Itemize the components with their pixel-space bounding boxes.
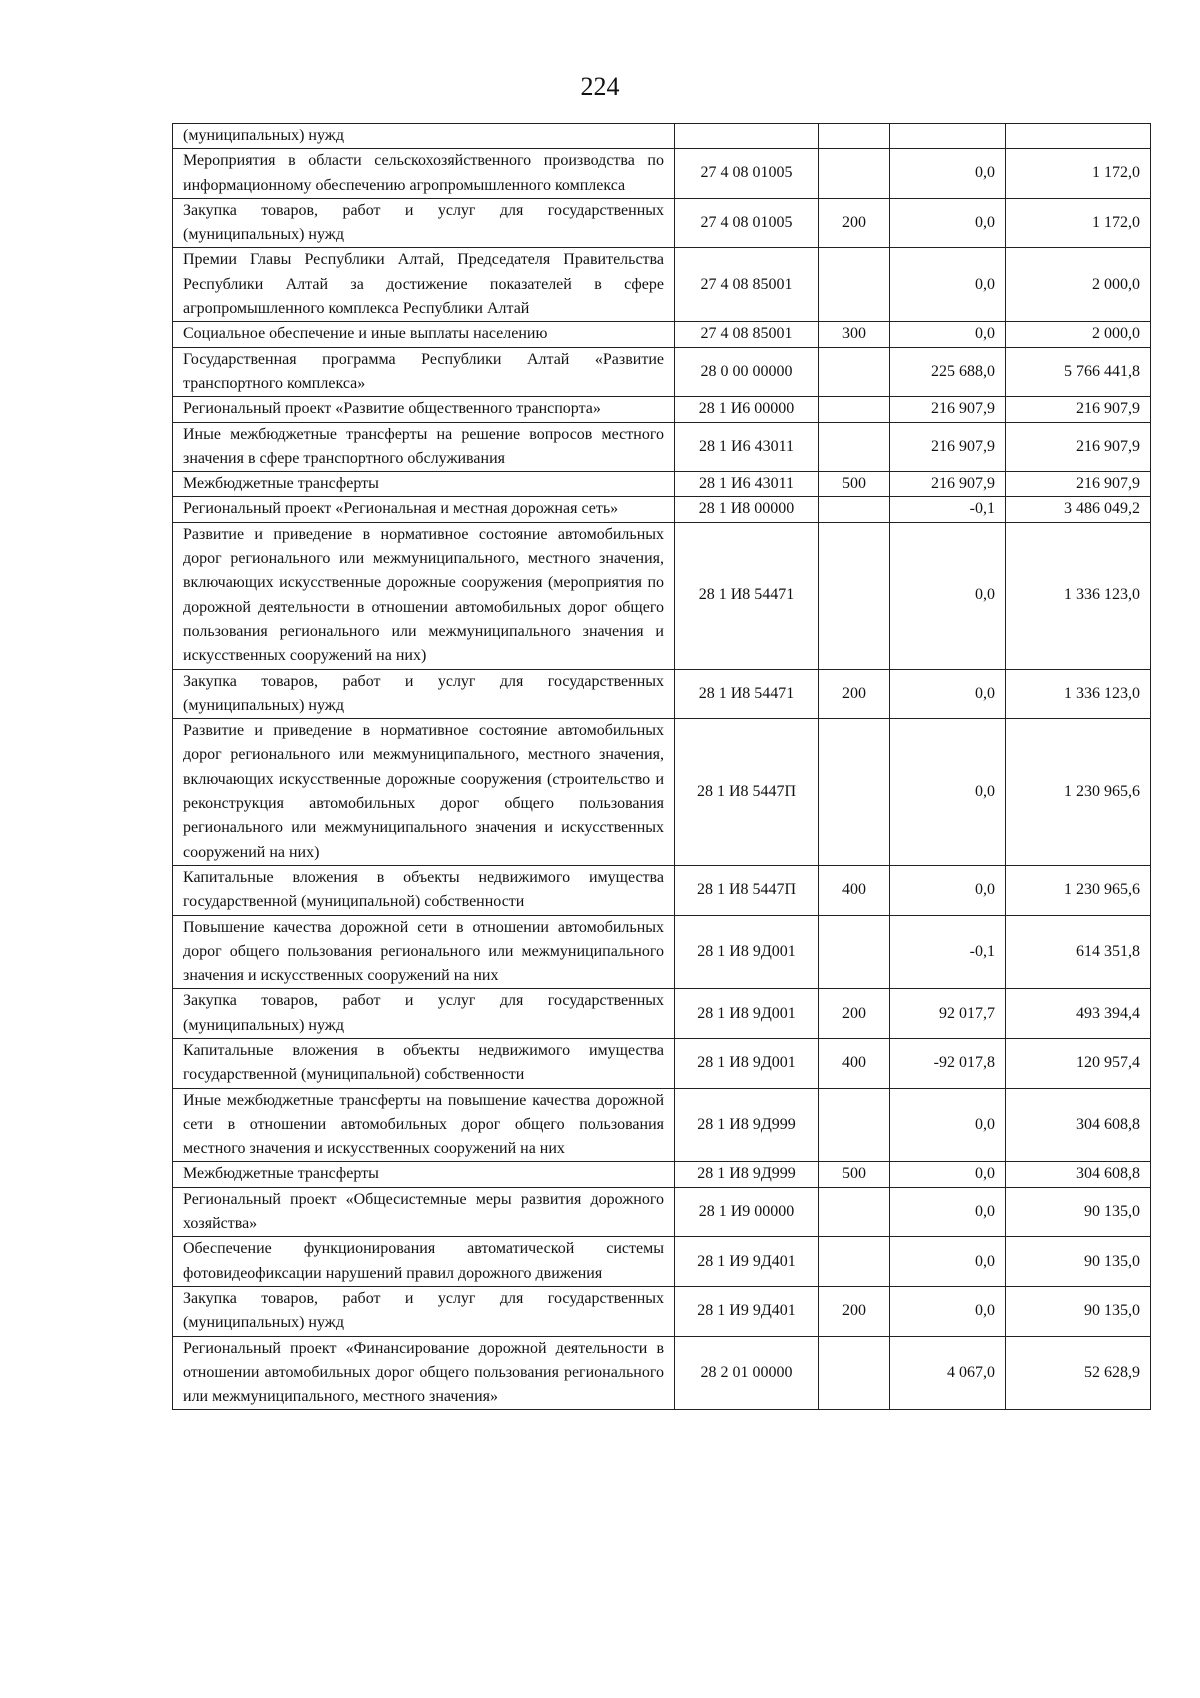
target-article-code-cell: 28 1 И9 9Д401	[675, 1286, 819, 1336]
table-row	[173, 915, 1151, 989]
item-name-cell: Капитальные вложения в объекты недвижимого имущества государственной (муниципальной) собственности	[173, 865, 675, 915]
expense-type-cell	[819, 522, 890, 669]
table-row	[173, 1286, 1151, 1336]
amount-change-cell: -0,1	[890, 915, 1006, 989]
table-row	[173, 198, 1151, 248]
amount-total-cell: 1 336 123,0	[1006, 669, 1151, 719]
amount-change-cell: 0,0	[890, 669, 1006, 719]
amount-change-cell: 216 907,9	[890, 472, 1006, 497]
page-number: 224	[580, 72, 620, 101]
amount-change-cell: 92 017,7	[890, 989, 1006, 1039]
item-name-cell: Региональный проект «Общесистемные меры развития дорожного хозяйства»	[173, 1187, 675, 1237]
expense-type-cell: 400	[819, 865, 890, 915]
target-article-code-cell: 27 4 08 01005	[675, 198, 819, 248]
table-row	[173, 472, 1151, 497]
expense-type-cell	[819, 149, 890, 199]
expense-type-cell	[819, 124, 890, 149]
amount-change-cell: 0,0	[890, 719, 1006, 866]
table-row	[173, 1237, 1151, 1287]
target-article-code-cell: 28 1 И9 00000	[675, 1187, 819, 1237]
target-article-code-cell: 28 2 01 00000	[675, 1336, 819, 1410]
amount-total-cell: 216 907,9	[1006, 422, 1151, 472]
expense-type-cell	[819, 1336, 890, 1410]
amount-total-cell: 1 172,0	[1006, 198, 1151, 248]
target-article-code-cell: 28 1 И6 00000	[675, 397, 819, 422]
expense-type-cell: 500	[819, 1162, 890, 1187]
table-row	[173, 865, 1151, 915]
amount-total-cell: 90 135,0	[1006, 1286, 1151, 1336]
item-name-cell: Капитальные вложения в объекты недвижимого имущества государственной (муниципальной) собственности	[173, 1038, 675, 1088]
target-article-code-cell: 28 1 И8 54471	[675, 669, 819, 719]
target-article-code-cell: 28 1 И8 9Д999	[675, 1088, 819, 1162]
target-article-code-cell: 28 1 И8 00000	[675, 497, 819, 522]
item-name-cell: Региональный проект «Финансирование дорожной деятельности в отношении автомобильных дорог общего пользования регионального или межмуниципального, местного значения»	[173, 1336, 675, 1410]
target-article-code-cell: 28 1 И8 54471	[675, 522, 819, 669]
expense-type-cell	[819, 1237, 890, 1287]
expense-type-cell: 500	[819, 472, 890, 497]
item-name-cell: Региональный проект «Региональная и местная дорожная сеть»	[173, 497, 675, 522]
expense-type-cell	[819, 1187, 890, 1237]
amount-total-cell: 2 000,0	[1006, 248, 1151, 322]
budget-table	[172, 123, 1151, 1410]
expense-type-cell	[819, 347, 890, 397]
table-row	[173, 124, 1151, 149]
target-article-code-cell: 28 1 И8 5447П	[675, 719, 819, 866]
amount-change-cell: 0,0	[890, 1237, 1006, 1287]
target-article-code-cell: 28 1 И8 9Д001	[675, 915, 819, 989]
item-name-cell: Закупка товаров, работ и услуг для государственных (муниципальных) нужд	[173, 198, 675, 248]
expense-type-cell	[819, 422, 890, 472]
amount-change-cell: 0,0	[890, 1286, 1006, 1336]
target-article-code-cell: 28 1 И6 43011	[675, 472, 819, 497]
target-article-code-cell: 28 1 И8 5447П	[675, 865, 819, 915]
item-name-cell: Региональный проект «Развитие общественного транспорта»	[173, 397, 675, 422]
table-row	[173, 347, 1151, 397]
target-article-code-cell: 27 4 08 01005	[675, 149, 819, 199]
target-article-code-cell: 28 0 00 00000	[675, 347, 819, 397]
amount-change-cell: 0,0	[890, 198, 1006, 248]
item-name-cell: Закупка товаров, работ и услуг для государственных (муниципальных) нужд	[173, 989, 675, 1039]
budget-table-body	[173, 124, 1151, 1410]
expense-type-cell: 200	[819, 989, 890, 1039]
table-row	[173, 322, 1151, 347]
item-name-cell: Обеспечение функционирования автоматической системы фотовидеофиксации нарушений правил дорожного движения	[173, 1237, 675, 1287]
target-article-code-cell: 28 1 И8 9Д001	[675, 989, 819, 1039]
item-name-cell: Социальное обеспечение и иные выплаты населению	[173, 322, 675, 347]
amount-total-cell: 5 766 441,8	[1006, 347, 1151, 397]
amount-change-cell: 0,0	[890, 1162, 1006, 1187]
table-row	[173, 248, 1151, 322]
table-row	[173, 522, 1151, 669]
table-row	[173, 1187, 1151, 1237]
amount-change-cell: -0,1	[890, 497, 1006, 522]
amount-change-cell: 0,0	[890, 1088, 1006, 1162]
expense-type-cell	[819, 397, 890, 422]
target-article-code-cell: 28 1 И8 9Д001	[675, 1038, 819, 1088]
target-article-code-cell	[675, 124, 819, 149]
table-row	[173, 497, 1151, 522]
target-article-code-cell: 28 1 И6 43011	[675, 422, 819, 472]
table-row	[173, 1088, 1151, 1162]
item-name-cell: Развитие и приведение в нормативное состояние автомобильных дорог регионального или межмуниципального, местного значения, включающих искусственные дорожные сооружения (строительство и реконструкция автомобильных дорог общего пользования регионального или межмуниципального значения и искусственных сооружений на них)	[173, 719, 675, 866]
amount-change-cell: 0,0	[890, 149, 1006, 199]
item-name-cell: Иные межбюджетные трансферты на решение вопросов местного значения в сфере транспортного обслуживания	[173, 422, 675, 472]
expense-type-cell: 200	[819, 1286, 890, 1336]
amount-total-cell: 493 394,4	[1006, 989, 1151, 1039]
expense-type-cell	[819, 248, 890, 322]
expense-type-cell: 200	[819, 198, 890, 248]
item-name-cell: Премии Главы Республики Алтай, Председателя Правительства Республики Алтай за достижение показателей в сфере агропромышленного комплекса Республики Алтай	[173, 248, 675, 322]
item-name-cell: Закупка товаров, работ и услуг для государственных (муниципальных) нужд	[173, 1286, 675, 1336]
target-article-code-cell: 28 1 И9 9Д401	[675, 1237, 819, 1287]
expense-type-cell	[819, 497, 890, 522]
amount-change-cell: 0,0	[890, 322, 1006, 347]
item-name-cell: Иные межбюджетные трансферты на повышение качества дорожной сети в отношении автомобильных дорог общего пользования местного значения и искусственных сооружений на них	[173, 1088, 675, 1162]
amount-total-cell: 304 608,8	[1006, 1088, 1151, 1162]
amount-change-cell: -92 017,8	[890, 1038, 1006, 1088]
table-row	[173, 422, 1151, 472]
expense-type-cell	[819, 1088, 890, 1162]
amount-change-cell: 4 067,0	[890, 1336, 1006, 1410]
amount-total-cell: 52 628,9	[1006, 1336, 1151, 1410]
amount-total-cell: 1 230 965,6	[1006, 865, 1151, 915]
amount-change-cell: 0,0	[890, 865, 1006, 915]
expense-type-cell: 200	[819, 669, 890, 719]
amount-total-cell: 614 351,8	[1006, 915, 1151, 989]
amount-change-cell: 0,0	[890, 248, 1006, 322]
amount-change-cell: 0,0	[890, 1187, 1006, 1237]
amount-total-cell	[1006, 124, 1151, 149]
amount-total-cell: 1 172,0	[1006, 149, 1151, 199]
amount-total-cell: 2 000,0	[1006, 322, 1151, 347]
item-name-cell: Развитие и приведение в нормативное состояние автомобильных дорог регионального или межмуниципального, местного значения, включающих искусственные дорожные сооружения (мероприятия по дорожной деятельности в отношении автомобильных дорог общего пользования регионального или межмуниципального значения и искусственных сооружений на них)	[173, 522, 675, 669]
amount-change-cell: 216 907,9	[890, 397, 1006, 422]
table-row	[173, 149, 1151, 199]
expense-type-cell	[819, 915, 890, 989]
amount-total-cell: 304 608,8	[1006, 1162, 1151, 1187]
table-row	[173, 1038, 1151, 1088]
expense-type-cell: 400	[819, 1038, 890, 1088]
amount-change-cell	[890, 124, 1006, 149]
amount-change-cell: 216 907,9	[890, 422, 1006, 472]
item-name-cell: Межбюджетные трансферты	[173, 1162, 675, 1187]
table-row	[173, 989, 1151, 1039]
table-row	[173, 1162, 1151, 1187]
table-row	[173, 719, 1151, 866]
amount-change-cell: 0,0	[890, 522, 1006, 669]
target-article-code-cell: 27 4 08 85001	[675, 248, 819, 322]
amount-total-cell: 1 230 965,6	[1006, 719, 1151, 866]
amount-total-cell: 120 957,4	[1006, 1038, 1151, 1088]
amount-total-cell: 90 135,0	[1006, 1187, 1151, 1237]
amount-total-cell: 3 486 049,2	[1006, 497, 1151, 522]
item-name-cell: Межбюджетные трансферты	[173, 472, 675, 497]
amount-total-cell: 216 907,9	[1006, 472, 1151, 497]
amount-total-cell: 1 336 123,0	[1006, 522, 1151, 669]
item-name-cell: Мероприятия в области сельскохозяйственного производства по информационному обеспечению агропромышленного комплекса	[173, 149, 675, 199]
amount-total-cell: 90 135,0	[1006, 1237, 1151, 1287]
amount-change-cell: 225 688,0	[890, 347, 1006, 397]
table-row	[173, 397, 1151, 422]
target-article-code-cell: 28 1 И8 9Д999	[675, 1162, 819, 1187]
item-name-cell: Закупка товаров, работ и услуг для государственных (муниципальных) нужд	[173, 669, 675, 719]
table-row	[173, 1336, 1151, 1410]
item-name-cell: Государственная программа Республики Алтай «Развитие транспортного комплекса»	[173, 347, 675, 397]
item-name-cell: Повышение качества дорожной сети в отношении автомобильных дорог общего пользования регионального или межмуниципального значения и искусственных сооружений на них	[173, 915, 675, 989]
expense-type-cell: 300	[819, 322, 890, 347]
expense-type-cell	[819, 719, 890, 866]
table-row	[173, 669, 1151, 719]
item-name-cell: (муниципальных) нужд	[173, 124, 675, 149]
target-article-code-cell: 27 4 08 85001	[675, 322, 819, 347]
amount-total-cell: 216 907,9	[1006, 397, 1151, 422]
